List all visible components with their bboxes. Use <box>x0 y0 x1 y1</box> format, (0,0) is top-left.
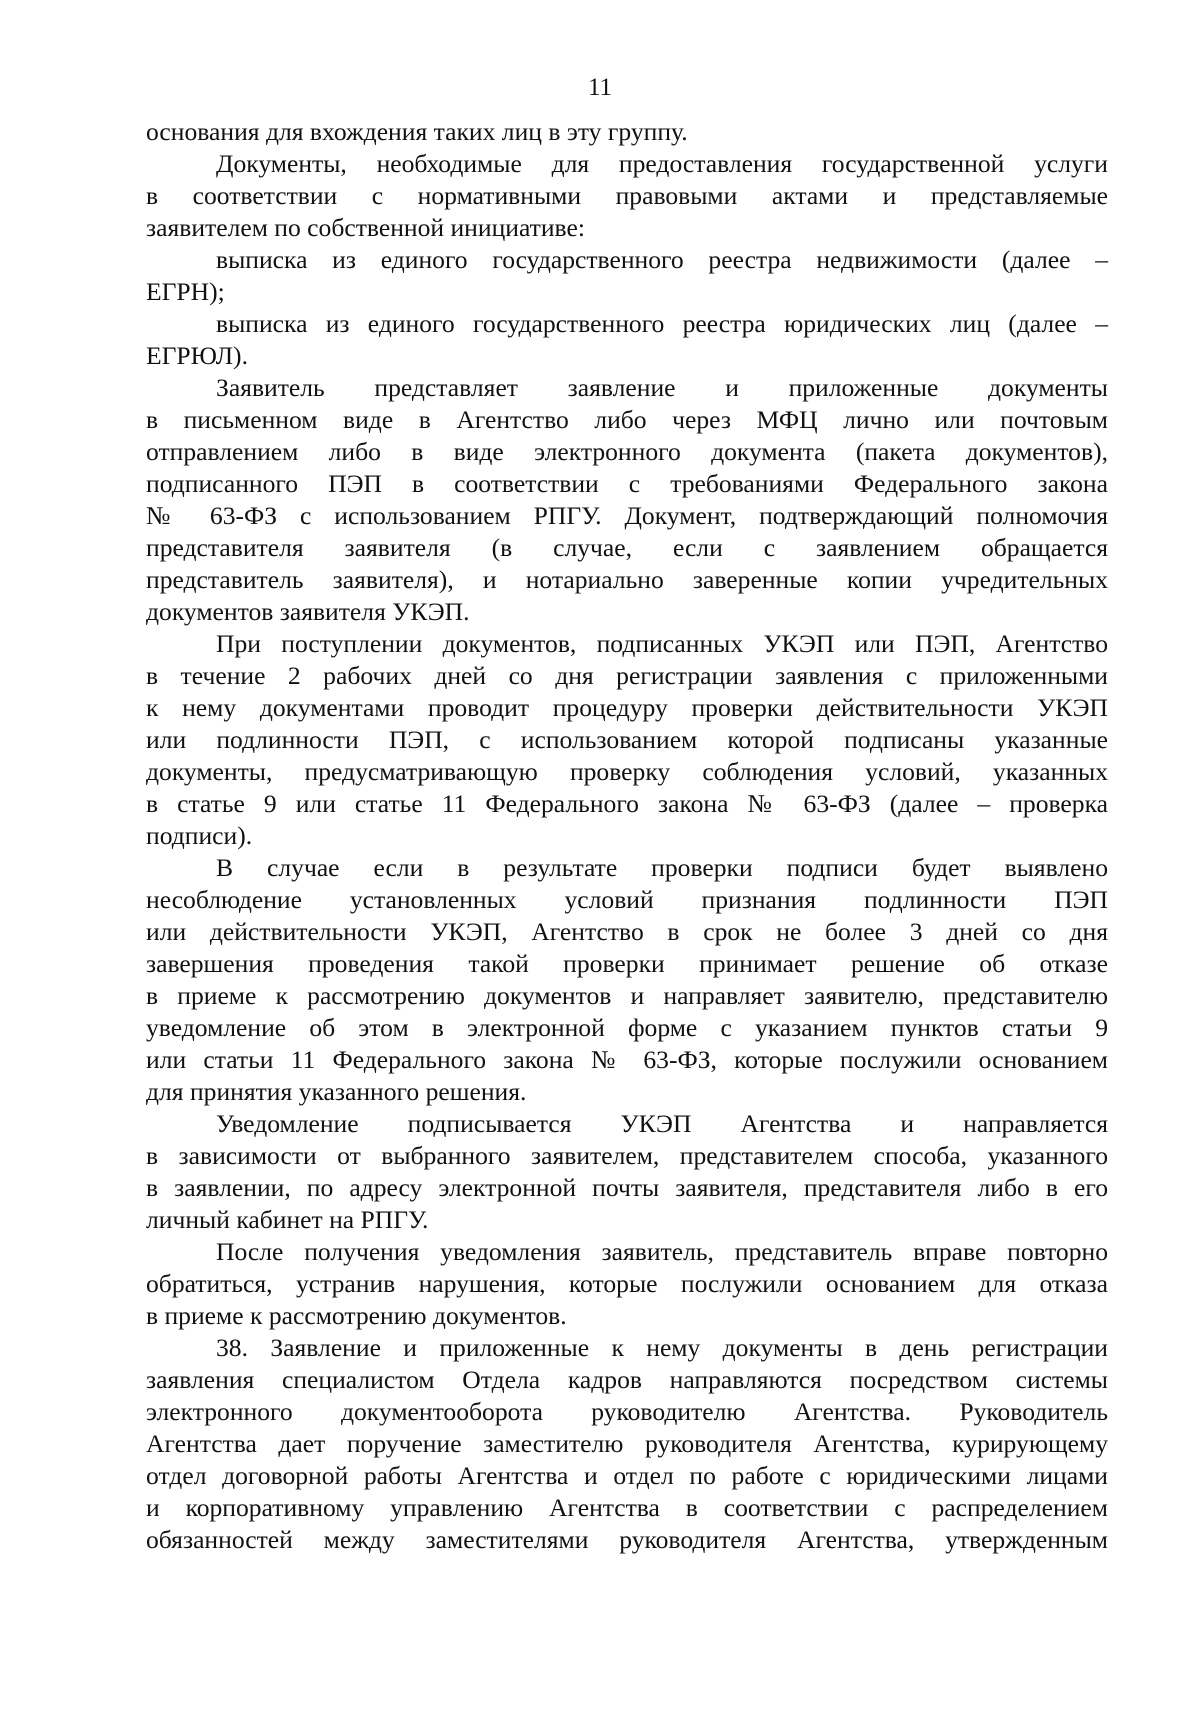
text-line: Заявитель представляет заявление и приложенные документы <box>216 373 1108 402</box>
text-line: После получения уведомления заявитель, представитель вправе повторно <box>216 1237 1108 1266</box>
text-line: личный кабинет на РПГУ. <box>146 1205 429 1234</box>
text-line: в заявлении, по адресу электронной почты заявителя, представителя либо в его <box>146 1173 1108 1202</box>
text-line: документы, предусматривающую проверку соблюдения условий, указанных <box>146 757 1108 786</box>
text-line: выписка из единого государственного реестра недвижимости (далее – <box>216 245 1108 274</box>
text-line: обратиться, устранив нарушения, которые послужили основанием для отказа <box>146 1269 1108 1298</box>
text-line: в письменном виде в Агентство либо через МФЦ лично или почтовым <box>146 405 1108 434</box>
text-line: в соответствии с нормативными правовыми актами и представляемые <box>146 181 1108 210</box>
text-line: в приеме к рассмотрению документов. <box>146 1301 567 1330</box>
text-line: уведомление об этом в электронной форме с указанием пунктов статьи 9 <box>146 1013 1108 1042</box>
text-line: заявителем по собственной инициативе: <box>146 213 585 242</box>
text-line: документов заявителя УКЭП. <box>146 597 470 626</box>
text-line: Агентства дает поручение заместителю руководителя Агентства, курирующему <box>146 1429 1108 1458</box>
paragraph <box>146 852 1108 1108</box>
text-line: для принятия указанного решения. <box>146 1077 527 1106</box>
text-line: При поступлении документов, подписанных УКЭП или ПЭП, Агентство <box>216 629 1108 658</box>
paragraph <box>146 148 1108 244</box>
text-line: в статье 9 или статье 11 Федерального закона № 63-ФЗ (далее – проверка <box>146 789 1108 818</box>
text-line: обязанностей между заместителями руководителя Агентства, утвержденным <box>146 1525 1108 1554</box>
text-line: в зависимости от выбранного заявителем, представителем способа, указанного <box>146 1141 1108 1170</box>
paragraph <box>146 1332 1108 1556</box>
text-line: подписи). <box>146 821 253 850</box>
text-line: выписка из единого государственного реестра юридических лиц (далее – <box>216 309 1108 338</box>
text-line: отдел договорной работы Агентства и отдел по работе с юридическими лицами <box>146 1461 1108 1490</box>
text-line: ЕГРЮЛ). <box>146 341 248 370</box>
text-line: завершения проведения такой проверки принимает решение об отказе <box>146 949 1108 978</box>
text-line: Уведомление подписывается УКЭП Агентства и направляется <box>216 1109 1108 1138</box>
text-line: Документы, необходимые для предоставления государственной услуги <box>216 149 1108 178</box>
text-line: отправлением либо в виде электронного документа (пакета документов), <box>146 437 1108 466</box>
text-line: представитель заявителя), и нотариально заверенные копии учредительных <box>146 565 1108 594</box>
text-line: в приеме к рассмотрению документов и направляет заявителю, представителю <box>146 981 1108 1010</box>
text-line: заявления специалистом Отдела кадров направляются посредством системы <box>146 1365 1108 1394</box>
text-line: представителя заявителя (в случае, если с заявлением обращается <box>146 533 1108 562</box>
paragraph <box>146 1236 1108 1332</box>
text-line: № 63-ФЗ с использованием РПГУ. Документ, подтверждающий полномочия <box>146 501 1108 530</box>
text-line: или подлинности ПЭП, с использованием которой подписаны указанные <box>146 725 1108 754</box>
text-line: электронного документооборота руководителю Агентства. Руководитель <box>146 1397 1108 1426</box>
paragraph <box>146 308 1108 372</box>
text-line: основания для вхождения таких лиц в эту группу. <box>146 117 688 146</box>
text-line: ЕГРН); <box>146 277 225 306</box>
text-line: и корпоративному управлению Агентства в соответствии с распределением <box>146 1493 1108 1522</box>
paragraph <box>146 116 1108 148</box>
text-line: В случае если в результате проверки подписи будет выявлено <box>216 853 1108 882</box>
page-number: 11 <box>587 74 613 101</box>
text-line: в течение 2 рабочих дней со дня регистрации заявления с приложенными <box>146 661 1108 690</box>
text-line: или статьи 11 Федерального закона № 63-ФЗ, которые послужили основанием <box>146 1045 1108 1074</box>
text-line: подписанного ПЭП в соответствии с требованиями Федерального закона <box>146 469 1108 498</box>
paragraph <box>146 1108 1108 1236</box>
text-line: или действительности УКЭП, Агентство в срок не более 3 дней со дня <box>146 917 1108 946</box>
text-line: несоблюдение установленных условий признания подлинности ПЭП <box>146 885 1108 914</box>
paragraph <box>146 372 1108 628</box>
document-body <box>146 116 1108 1556</box>
paragraph <box>146 244 1108 308</box>
text-line: 38. Заявление и приложенные к нему документы в день регистрации <box>216 1333 1108 1362</box>
paragraph <box>146 628 1108 852</box>
text-line: к нему документами проводит процедуру проверки действительности УКЭП <box>146 693 1108 722</box>
